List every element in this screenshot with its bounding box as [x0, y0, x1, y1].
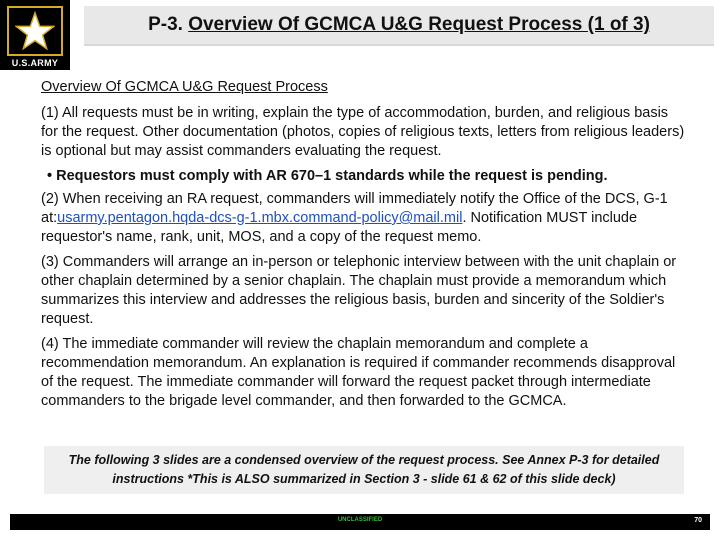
army-logo: [0, 0, 70, 70]
bullet-requirement: • Requestors must comply with AR 670–1 standards while the request is pending.: [47, 168, 608, 184]
paragraph-3: (3) Commanders will arrange an in-person or telephonic interview between with the unit chaplain or other chaplain determined by a senior chaplain. The chaplain must provide a memorandum which summarizes this interview and addresses the religious basis, burden and sincerity of the Soldier's request.: [41, 254, 677, 327]
paragraph-4: (4) The immediate commander will review the chaplain memorandum and complete a recommendation memorandum. An explanation is required if commander recommends disapproval of the request. The immediate commander will forward the request packet through intermediate commanders to the brigade level commander, and then forwarded to the GCMCA.: [41, 336, 676, 409]
army-star-icon: [15, 11, 55, 51]
page-title: [148, 14, 650, 36]
slide-body: [41, 78, 686, 417]
note-text: The following 3 slides are a condensed overview of the request process. See Annex P-3 for detailed instructions *This is ALSO summarized in Section 3 - slide 61 & 62 of this slide deck): [68, 453, 660, 486]
title-divider: [84, 44, 714, 46]
page-number: 70: [694, 517, 702, 524]
note-box: [44, 446, 684, 494]
title-main: Overview Of GCMCA U&G Request Process (1 of 3): [188, 14, 650, 35]
paragraph-2-text-start: (2) When receiving an RA request, commanders will immediately notify the Office of the DCS, G-1 at:: [41, 191, 668, 226]
email-link[interactable]: usarmy.pentagon.hqda-dcs-g-1.mbx.command-policy@mail.mil: [57, 210, 463, 226]
star-frame: [7, 6, 63, 56]
title-prefix: P-3.: [148, 14, 189, 35]
title-bar: [84, 6, 714, 44]
footer-bar: [10, 514, 710, 530]
classification-label: UNCLASSIFIED: [337, 517, 383, 523]
paragraph-1: (1) All requests must be in writing, explain the type of accommodation, burden, and religious basis for the request. Other documentation (photos, copies of religious texts, letters from religious leaders) is optional but may assist commanders evaluating the request.: [41, 105, 685, 159]
paragraph-2-text-end: . Notification MUST include requestor's name, rank, unit, MOS, and a copy of the request memo.: [41, 210, 638, 245]
logo-text: U.S.ARMY: [11, 58, 59, 68]
section-heading: Overview Of GCMCA U&G Request Process: [41, 79, 328, 95]
paragraph-2: [41, 190, 686, 247]
